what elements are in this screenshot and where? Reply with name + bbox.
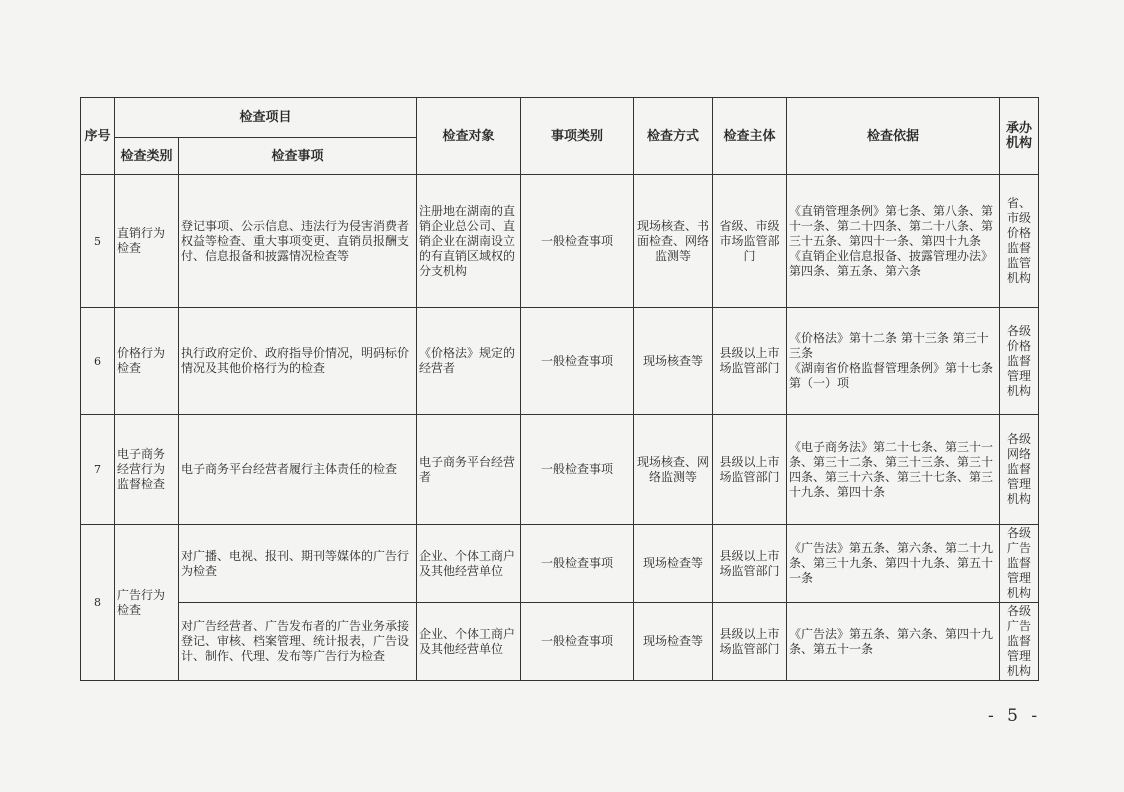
row-seq: 8	[81, 525, 115, 681]
header-basis: 检查依据	[787, 98, 1000, 175]
header-item: 检查事项	[179, 138, 417, 175]
row-subject: 省级、市级市场监管部门	[713, 175, 787, 308]
header-type: 事项类别	[521, 98, 634, 175]
header-row-1	[81, 98, 1039, 138]
row-item: 对广告经营者、广告发布者的广告业务承接登记、审核、档案管理、统计报表，广告设计、制作、代理、发布等广告行为检查	[179, 603, 417, 681]
header-project: 检查项目	[115, 98, 417, 138]
row-subject: 县级以上市场监管部门	[713, 603, 787, 681]
row-type: 一般检查事项	[521, 525, 634, 603]
row-basis: 《广告法》第五条、第六条、第二十九条、第三十九条、第四十九条、第五十一条	[787, 525, 1000, 603]
row-method: 现场检查等	[634, 603, 713, 681]
row-seq: 7	[81, 415, 115, 525]
row-method: 现场检查等	[634, 525, 713, 603]
header-agency: 承办机构	[1000, 98, 1039, 175]
table-row	[81, 415, 1039, 525]
row-method: 现场核查、网络监测等	[634, 415, 713, 525]
table-row	[81, 525, 1039, 603]
row-basis: 《直销管理条例》第七条、第八条、第十一条、第二十四条、第二十八条、第三十五条、第四十一条、第四十九条 《直销企业信息报备、披露管理办法》第四条、第五条、第六条	[787, 175, 1000, 308]
row-method: 现场核查等	[634, 308, 713, 415]
row-target: 企业、个体工商户及其他经营单位	[417, 525, 521, 603]
row-type: 一般检查事项	[521, 415, 634, 525]
row-basis: 《价格法》第十二条 第十三条 第三十三条 《湖南省价格监督管理条例》第十七条第（一）项	[787, 308, 1000, 415]
row-agency: 各级网络监督管理机构	[1000, 415, 1039, 525]
inspection-table	[80, 97, 1039, 681]
row-target: 企业、个体工商户及其他经营单位	[417, 603, 521, 681]
row-method: 现场核查、书面检查、网络监测等	[634, 175, 713, 308]
table-row	[81, 308, 1039, 415]
row-seq: 6	[81, 308, 115, 415]
header-method: 检查方式	[634, 98, 713, 175]
row-item: 执行政府定价、政府指导价情况，明码标价情况及其他价格行为的检查	[179, 308, 417, 415]
table-row	[81, 603, 1039, 681]
page-number: - 5 -	[988, 706, 1042, 726]
row-category: 价格行为检查	[115, 308, 179, 415]
row-subject: 县级以上市场监管部门	[713, 308, 787, 415]
row-target: 注册地在湖南的直销企业总公司、直销企业在湖南设立的有直销区域权的分支机构	[417, 175, 521, 308]
row-target: 电子商务平台经营者	[417, 415, 521, 525]
row-item: 电子商务平台经营者履行主体责任的检查	[179, 415, 417, 525]
row-type: 一般检查事项	[521, 175, 634, 308]
row-agency: 各级广告监督管理机构	[1000, 603, 1039, 681]
row-type: 一般检查事项	[521, 603, 634, 681]
row-item: 登记事项、公示信息、违法行为侵害消费者权益等检查、重大事项变更、直销员报酬支付、信息报备和披露情况检查等	[179, 175, 417, 308]
row-category: 电子商务经营行为监督检查	[115, 415, 179, 525]
row-subject: 县级以上市场监管部门	[713, 525, 787, 603]
row-agency: 各级价格监督管理机构	[1000, 308, 1039, 415]
row-basis: 《广告法》第五条、第六条、第四十九条、第五十一条	[787, 603, 1000, 681]
row-category: 广告行为检查	[115, 525, 179, 681]
header-target: 检查对象	[417, 98, 521, 175]
row-category: 直销行为检查	[115, 175, 179, 308]
row-agency: 省、市级价格监督监管机构	[1000, 175, 1039, 308]
row-seq: 5	[81, 175, 115, 308]
row-target: 《价格法》规定的经营者	[417, 308, 521, 415]
row-subject: 县级以上市场监管部门	[713, 415, 787, 525]
row-item: 对广播、电视、报刊、期刊等媒体的广告行为检查	[179, 525, 417, 603]
row-type: 一般检查事项	[521, 308, 634, 415]
table-row	[81, 175, 1039, 308]
row-agency: 各级广告监督管理机构	[1000, 525, 1039, 603]
row-basis: 《电子商务法》第二十七条、第三十一条、第三十二条、第三十三条、第三十四条、第三十六条、第三十七条、第三十九条、第四十条	[787, 415, 1000, 525]
header-seq: 序号	[81, 98, 115, 175]
header-category: 检查类别	[115, 138, 179, 175]
header-subject: 检查主体	[713, 98, 787, 175]
